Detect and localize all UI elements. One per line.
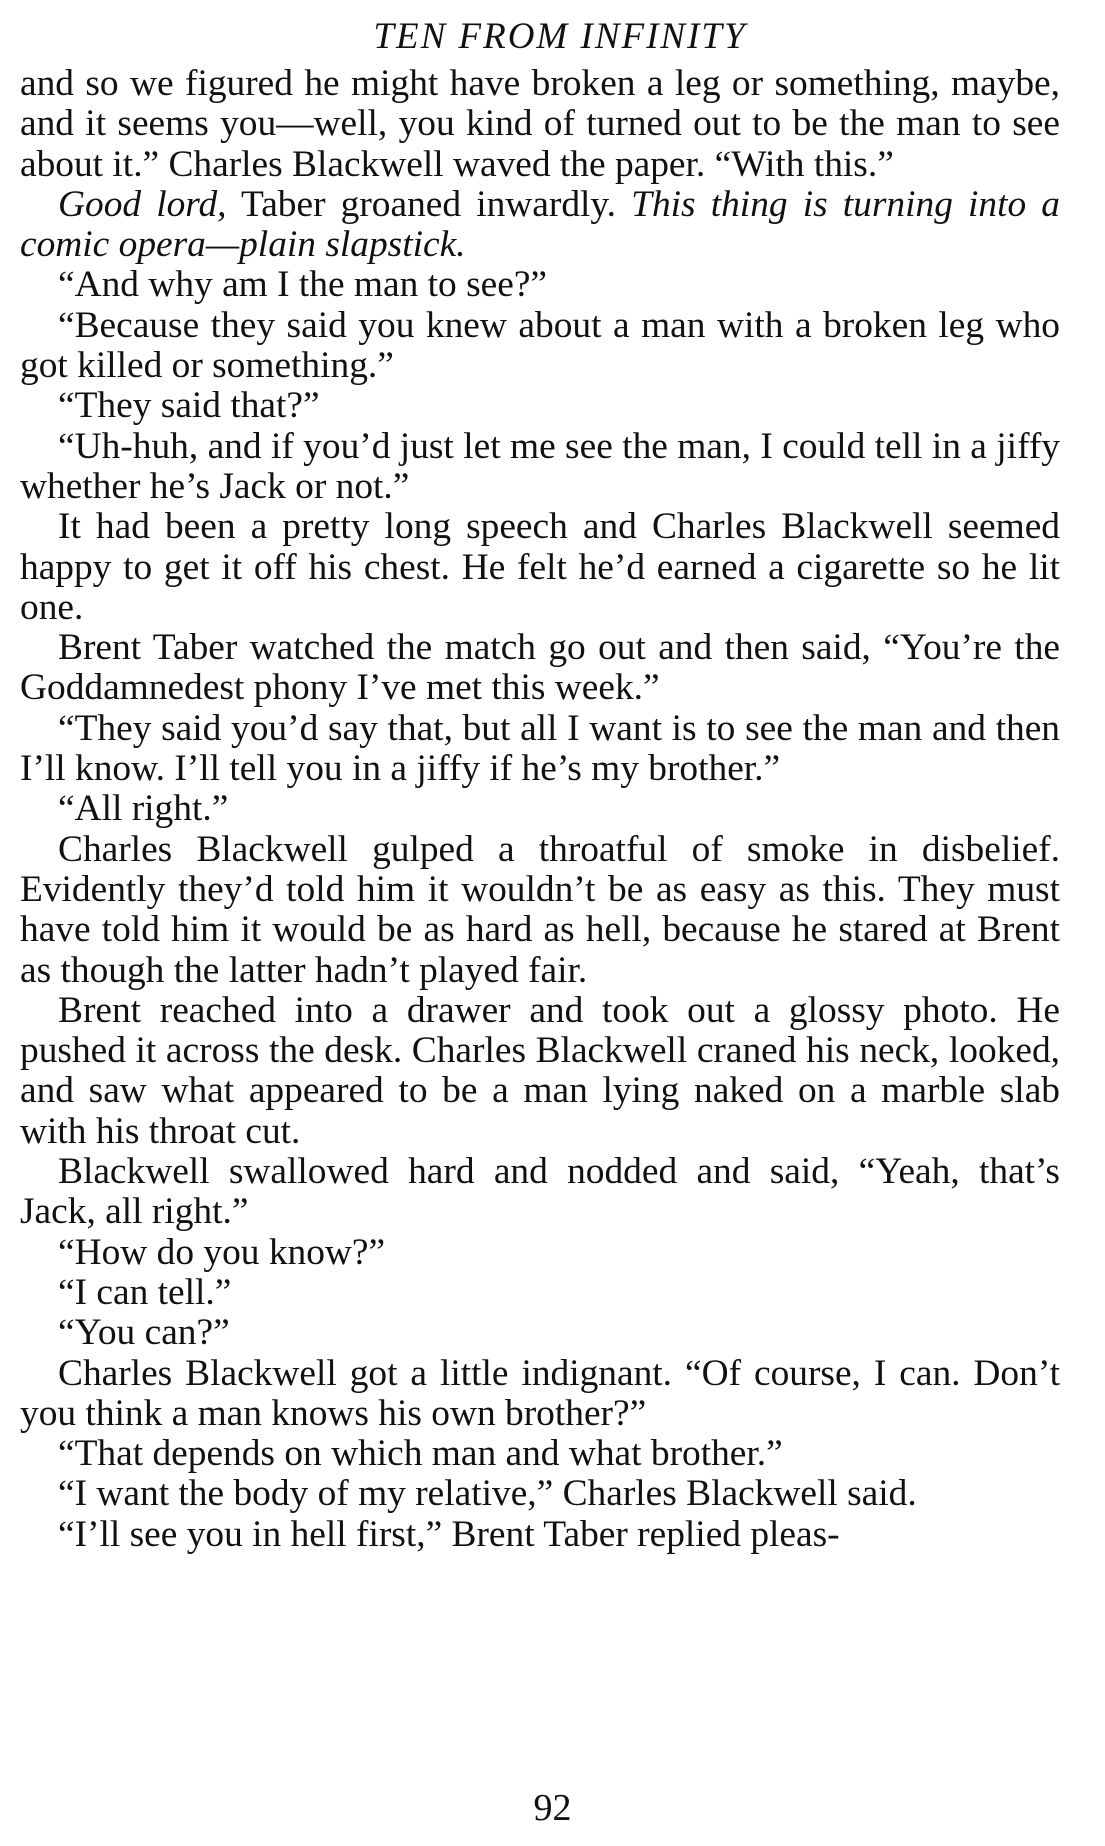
paragraph: Charles Blackwell got a little indignant. “Of course, I can. Don’t you think a man knows his own brother?” — [20, 1352, 1060, 1434]
paragraph: “I want the body of my relative,” Charles Blackwell said. — [58, 1473, 917, 1515]
paragraph: Charles Blackwell gulped a throatful of smoke in disbelief. Evidently they’d told him it wouldn’t be as easy as this. They must have told him it would be as hard as hell, because he stared at Brent as though the latter hadn’t played fair. — [20, 828, 1060, 991]
paragraph: Blackwell swallowed hard and nodded and said, “Yeah, that’s Jack, all right.” — [20, 1151, 1060, 1233]
italic-thought: Good lord, — [58, 183, 227, 225]
paragraph: Brent reached into a drawer and took out a glossy photo. He pushed it across the desk. Charles Blackwell craned his neck, looked, and saw what appeared to be a man lying naked on a marble slab with his throat cut. — [20, 989, 1060, 1152]
paragraph: “All right.” — [58, 788, 229, 830]
running-head: TEN FROM INFINITY — [373, 16, 747, 57]
paragraph: “Because they said you knew about a man with a broken leg who got killed or something.” — [20, 304, 1060, 387]
paragraph: and so we figured he might have broken a leg or something, maybe, and it seems you—well, you kind of turned out to be the man to see about it.” Charles Blackwell waved the paper. “With this.” — [20, 63, 1060, 185]
paragraph: “I’ll see you in hell first,” Brent Taber replied pleas- — [58, 1513, 840, 1555]
page-number: 92 — [533, 1787, 572, 1829]
paragraph — [20, 185, 1060, 266]
paragraph: “And why am I the man to see?” — [58, 264, 548, 306]
paragraph-text: Taber groaned inwardly. — [226, 183, 632, 225]
paragraph: “You can?” — [58, 1312, 230, 1354]
paragraph: “They said you’d say that, but all I want is to see the man and then I’ll know. I’ll tell you in a jiffy if he’s my brother.” — [20, 707, 1060, 790]
italic-thought: This thing is turning into a comic opera—plain slapstick. — [20, 183, 1060, 266]
body-text — [20, 64, 1060, 1555]
paragraph: “They said that?” — [58, 385, 320, 427]
paragraph: “How do you know?” — [58, 1231, 386, 1273]
paragraph: “That depends on which man and what brother.” — [58, 1433, 783, 1475]
book-page — [20, 14, 1060, 1555]
paragraph: “I can tell.” — [58, 1271, 232, 1313]
paragraph: “Uh-huh, and if you’d just let me see the man, I could tell in a jiffy whether he’s Jack or not.” — [20, 425, 1060, 507]
paragraph: It had been a pretty long speech and Charles Blackwell seemed happy to get it off his chest. He felt he’d earned a cigarette so he lit one. — [20, 506, 1060, 628]
paragraph: Brent Taber watched the match go out and then said, “You’re the Goddamnedest phony I’ve met this week.” — [20, 627, 1060, 709]
